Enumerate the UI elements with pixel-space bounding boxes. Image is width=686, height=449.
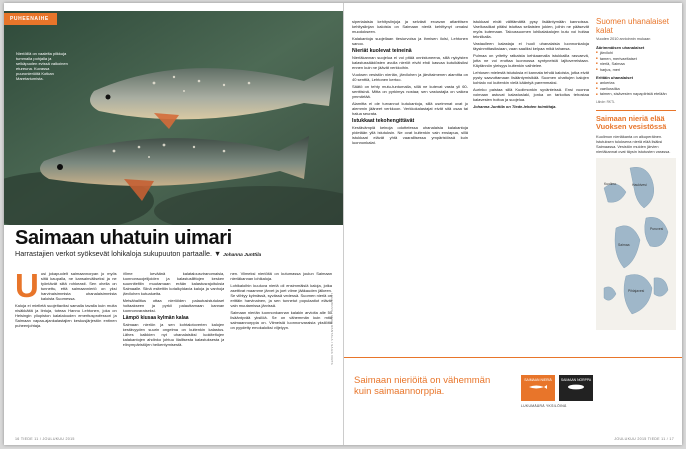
sidebar xyxy=(596,17,676,417)
deck xyxy=(15,249,261,258)
map-label: Haukivesi xyxy=(632,182,647,187)
lake-map xyxy=(596,158,676,330)
paragraph: usi jokapuolelt saimaannorpan jo myös siitä kaupalla, ne kansainväliseksi ja ne työntävät siitä rohkeasti. Sen ohella on tunnettu, että saimaannieriö on yksi harvinaisimmista uhanalaisimmista kaloista Suomessa. xyxy=(40,271,117,301)
paragraph: Kaloja ei mielletä suojeltaviksi samalla tavalla kuin muita nisäkkäitä ja lintuja, toteaa Hannu Lehtonen, joka on Helsingin yliopiston kalatalouden emeritusprofessori ja Saimaan vapaa-ajankalastajien keskusjärjestön entinen puheenjohtaja. xyxy=(15,303,117,328)
signoff: Johanna Junttila on Tiede-lehden toimittaja. xyxy=(473,104,557,109)
badge-norppa xyxy=(559,375,593,401)
section-tab: PUHEENAIHE xyxy=(4,13,57,25)
paragraph: Viime keväänä kalatalousviranomaisia, luonnonsuojelijoiden ja kalastusliittojen kesken suunniteltiin muutamaan erään kalastusrajoituksia Saimaalle. Siinä esitettiin kotalkyldavia kaloja ja vanhoja järvilohen kutualueita. xyxy=(122,271,225,296)
left-page xyxy=(4,3,343,445)
group-title: Erittäin uhanalaiset xyxy=(596,75,633,81)
byline: Johanna Junttila xyxy=(223,253,262,258)
badge-caption: LUKUMÄÄRÄ YKSILÖINÄ xyxy=(521,404,567,408)
paragraph: Alamitta ei ole turvannut kutukantoja, sillä useimmat ovat jo aiemmin jääneet verkkoon. Verkkokalastajat eivät sitä osaa tai halua seurata. xyxy=(352,101,468,116)
paragraph: Kalakantoja suojellaan tiesiurvoisa ja ihmisen ilolsi, Lehtonen sanoo. xyxy=(352,36,468,46)
paragraph: Vuoksen vesistön nieriän, järvilohen ja järvitaimenen alamitta on 40 senttiä, Lehtonen kertoo. xyxy=(352,72,468,82)
map-label: Saimaa xyxy=(618,242,630,247)
right-body-columns xyxy=(352,19,589,364)
list-item: ■ vaellussiika xyxy=(596,86,676,92)
badge-label: SAIMAAN NIERIÄ xyxy=(524,378,552,382)
map-body: Kuolimon nieriäkanta on alkuperäinen. Istutuksen tuloksena nieriä elää lisäksi Saimaassa. Vesistön muiden järvien nieriäkannat ovat täysin istutusten varassa. xyxy=(596,133,671,154)
paragraph: Kestävämpiä keinoja odottelessa uhanalaisia kalakantoja pidetään yllä istutuksin. Ne ovat kuitenkin vain ensiapua, sillä istukkaat elävät yhtä vaarallisessa ympäristössä kuin luonnonkalat. xyxy=(352,125,468,145)
sidebar-title: Suomen uhanalaiset kalat xyxy=(596,17,669,35)
paragraph: siperialaisia kehityslinjoja ja selvästi eroavan atlanttisen kehityslinjan kaloista on Saimaan nieriä kehittynyt omaksi muodokseen. xyxy=(352,19,468,34)
map-label: Puruvesi xyxy=(650,226,664,231)
paragraph: Saimaan nieriän luonnonkannan kalakin arvioita alle 50 lisääntyvää yksilöä. Se on vähemmän kuin mitä saimaannorppia on. Viimeisiä luonnonvaraisia yksilöitä on pyydetty emokaloiksi viljelyyn. xyxy=(230,310,333,330)
group-title: Äärimmäisen uhanalaiset xyxy=(596,45,645,50)
folio-left: 16 TIEDE 11 / JOULUKUU 2015 xyxy=(15,437,75,441)
paragraph: Aurinko paistaa sillä Kuolimonkin syvänteissä. Ensi vuonna voimaan astuvat kalastuslaki, jonka on tarkoitus tehostaa kalavesien hoitoa ja suojelua. xyxy=(473,87,589,102)
paragraph: Metsähallitus ottaa nieriöiden palautusistutukset hoitaakseen ja pyrkii palauttamaan kannan luonnonvaraiseksi. xyxy=(122,298,225,313)
list-item: ■ järvilohi xyxy=(596,50,676,56)
list-item: ■ taimen, sisävesien napapiiristä etelään xyxy=(596,91,676,97)
fish-photo xyxy=(4,11,343,225)
pull-quote: Saimaan nieriöitä on vähemmän kuin saimaannorppia. xyxy=(354,375,491,397)
badge-nieria xyxy=(521,375,555,401)
headline: Saimaan uhatuin uimari xyxy=(15,227,232,249)
count-badges xyxy=(521,375,595,401)
right-page xyxy=(343,3,682,445)
paragraph: Vastaulleen kalastaja ei huoli uhanalaisia luonnonkaloja täysinmittasiksiaan, vaan saaliksi kelpaa mikä tahansa. xyxy=(473,41,589,51)
paragraph: Lohikaloihin kuuluva nieriä oli ensimmäisiä kaloja, jotka asettivat maamme järvet ja joet viime jääkauden jälkeen. Se viihtyy kylmässä, syvässä vedessä. Suomen nieriä on erittäin harvinainen, ja sen tunnetut populaatiot elävät vain muutamissa järvissä. xyxy=(230,283,333,308)
subheading: Nieriät kuolevat teineinä xyxy=(352,48,412,54)
map-label: Kuolimo xyxy=(604,181,617,186)
list-item: ■ ankerias xyxy=(596,80,676,86)
left-col-3 xyxy=(230,271,332,433)
map-title: Saimaan nieriä elää Vuoksen vesistössä xyxy=(596,110,676,132)
right-col-2 xyxy=(473,19,589,364)
badge-label: SAIMAAN NORPPA xyxy=(560,378,592,382)
seal-icon xyxy=(566,384,586,390)
paragraph: nen. Viimeksi nieriöitä on kutumassa joulun Saimaan nieriäkannan lohikaloja. xyxy=(230,271,333,281)
sidebar-source: Lähde: RKTL xyxy=(596,99,615,104)
sidebar-subtitle: Vuoden 2010 arvioinnin mukaan xyxy=(596,37,651,41)
magazine-spread xyxy=(4,3,682,445)
fish-icon xyxy=(528,384,548,390)
list-item: ■ harjus, meri xyxy=(596,67,676,73)
folio-right: JOULUKUU 2015 TIEDE 11 / 17 xyxy=(614,437,674,441)
paragraph: istukkaat eivät välttämättä pysy lisääntymään kannoissa. Vaellussiikat pitäisi istuttaa sellaisten jokien, joihin ne pääsevät myös kutemaan. Taloussuomen lohikalakalojen kutu voi hoitaa tekniikalla. xyxy=(473,19,589,39)
paragraph: Pulmaa on yritetty ratkaista kehkaamalla istukkailla rasvaevä, jotta ne voi erottaa luonnossa syntyneistä lajitovereistaan. Käytännön yleisyys kuitenkin vaihtelee. xyxy=(473,53,589,68)
paragraph: Säätö on tehty mutu-tuntumalla, sillä ne kutevat vasta yli 60-senttisinä. Mitta on pyrkimys nostaa; sen vastustajia on vaikea ymmärtää. xyxy=(352,84,468,99)
dropcap: U xyxy=(15,271,39,304)
species-list xyxy=(596,50,676,72)
list-item: ■ tamen, merivaeltaiset xyxy=(596,56,676,62)
left-col-2 xyxy=(123,271,225,433)
paragraph: Saimaan nieriön ja sen kohtalotoverien kalojen kestävyyden suurin ongelma on kuitenkin kalastus. Lähes kaikkien nyt uhanalaisiksi luokiteltujen kalakantojen ahdinko johtuu liiallisesta kalastuksesta ja elinympäristöjen heikentymisestä. xyxy=(122,322,225,347)
photo-credit: LEHTIKUVA / MARI RANTALA / SAIJA VIRTA xyxy=(330,293,334,366)
left-col-1 xyxy=(15,271,117,433)
paragraph: Nieriäkannan suojelua ei voi pitää onnistuneena, sillä nykyisten kalastussäädösten avulla nieriöt eivät ehdi kasvaa kutuikäisiksi ennen kuin ne jäävät verkkoihin. xyxy=(352,55,468,70)
subheading: Istukkaat tekohengittävät xyxy=(352,118,415,124)
list-item: ■ nieriä, Saimaa xyxy=(596,61,676,67)
map-label: Pihlajavesi xyxy=(628,288,645,293)
deck-text: Harrastajien verkot syöksevät lohikaloja sukupuuton partaalle. xyxy=(15,249,212,258)
species-list xyxy=(596,80,676,97)
photo-caption: Nieriöillä on vaalelta pilkkuja tummalla pohjalla ja selkäpuolen evissä valkoinen etureuna. Kuvassa puuronieriöitä Kotkan Maretariumista. xyxy=(16,51,68,81)
left-body-columns xyxy=(15,271,332,433)
paragraph: Lehtosen mielestä istutuksia ei kannata tehdä kaloista, jotka eivät pysty saavuttamaan lisääntymisikää. Suomen uhattujen kalojen kohtalo voi kuitenkin vielä kääntyä paremmaksi. xyxy=(473,70,589,85)
right-col-1 xyxy=(352,19,468,364)
byline-prefix: ▼ xyxy=(213,249,222,258)
subheading: Lämpö kiusaa kylmän kalaa xyxy=(122,315,189,321)
